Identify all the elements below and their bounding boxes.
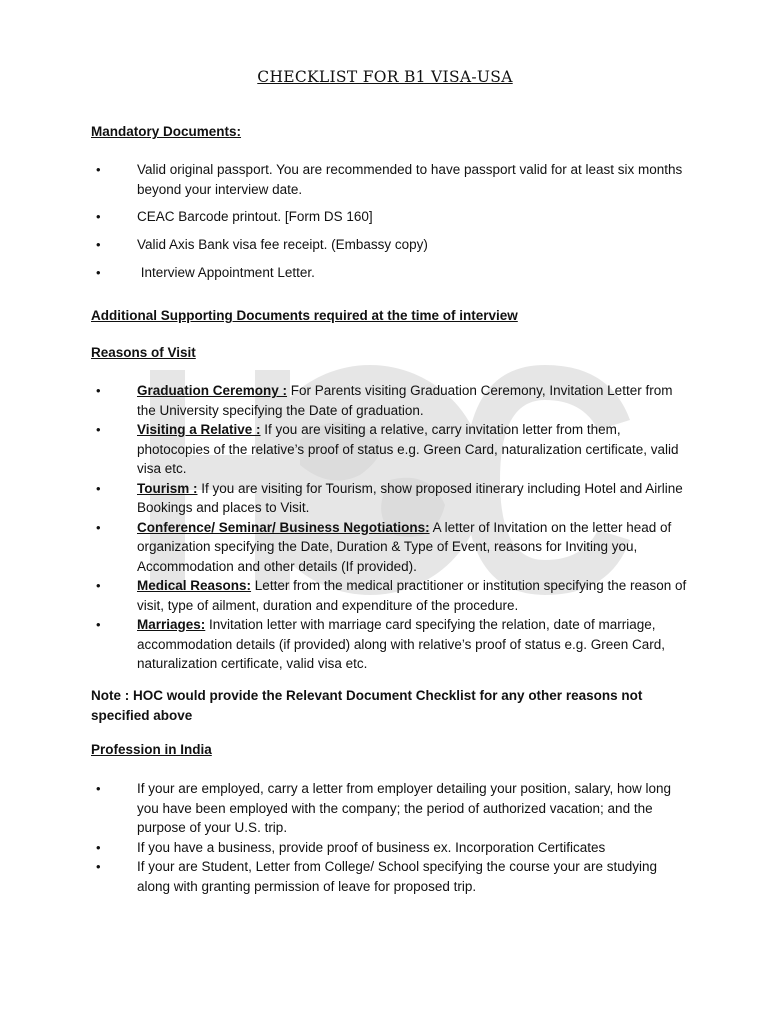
bullet-icon: • [96, 859, 101, 874]
document-title: CHECKLIST FOR B1 VISA-USA [257, 68, 513, 86]
reasons-of-visit-list [91, 381, 691, 674]
bullet-icon: • [96, 209, 101, 225]
bullet-icon: • [96, 519, 101, 535]
reason-label: Marriages: [137, 617, 206, 632]
reason-label: Medical Reasons: [137, 578, 252, 593]
bullet-icon: • [96, 480, 101, 496]
profession-heading: Profession in India [91, 742, 212, 757]
additional-documents-heading: Additional Supporting Documents required at the time of interview [91, 308, 518, 323]
list-item: • Medical Reasons: Letter from the medical practitioner or institution specifying the reason of visit, type of ailment, duration and expenditure of the procedure. [96, 578, 687, 613]
list-item: • If your are Student, Letter from College/ School specifying the course your are studying along with granting permission of leave for proposed trip. [96, 859, 658, 894]
list-item: • Valid Axis Bank visa fee receipt. (Embassy copy) [91, 235, 691, 255]
reason-label: Graduation Ceremony : [137, 383, 288, 398]
bullet-icon: • [96, 617, 101, 632]
note-text: Note : HOC would provide the Relevant Document Checklist for any other reasons not specified above [91, 688, 643, 723]
bullet-icon: • [96, 839, 101, 855]
bullet-icon: • [96, 781, 101, 796]
list-item: • Marriages: Invitation letter with marriage card specifying the relation, date of marriage, accommodation details (if provided) along with relative’s proof of status e.g. Green Card, naturalization certificate, valid visa etc. [96, 617, 666, 671]
list-item: • Tourism : If you are visiting for Tourism, show proposed itinerary including Hotel and Airline Bookings and places to Visit. [96, 480, 683, 515]
list-item: • If your are employed, carry a letter from employer detailing your position, salary, how long you have been employed with the company; the period of authorized vacation; and the purpose of your U.S. trip. [96, 781, 671, 835]
list-item: • If you have a business, provide proof of business ex. Incorporation Certificates [91, 838, 691, 858]
bullet-icon: • [96, 422, 101, 437]
bullet-icon: • [96, 162, 101, 177]
bullet-icon: • [96, 237, 101, 253]
mandatory-documents-heading: Mandatory Documents: [91, 124, 242, 139]
bullet-icon: • [96, 383, 101, 398]
list-item: • Interview Appointment Letter. [91, 263, 691, 283]
list-item: • Conference/ Seminar/ Business Negotiations: A letter of Invitation on the letter head of organization specifying the Date, Duration & Type of Event, reasons for Inviting you, Accommodation and other details (If provided). [96, 519, 672, 574]
reasons-of-visit-heading: Reasons of Visit [91, 345, 196, 360]
bullet-icon: • [96, 264, 101, 280]
mandatory-documents-list [91, 160, 691, 291]
list-item: • Graduation Ceremony : For Parents visiting Graduation Ceremony, Invitation Letter from the University specifying the Date of graduation. [96, 383, 673, 418]
bullet-icon: • [96, 578, 101, 593]
reason-label: Tourism : [137, 480, 198, 496]
list-item: • Valid original passport. You are recommended to have passport valid for at least six months beyond your interview date. [96, 162, 683, 197]
list-item: • Visiting a Relative : If you are visiting a relative, carry invitation letter from them, photocopies of the relative’s proof of status e.g. Green Card, naturalization certificate, valid visa etc. [96, 422, 679, 476]
profession-list [91, 779, 691, 896]
reason-label: Visiting a Relative : [137, 422, 261, 437]
reason-label: Conference/ Seminar/ Business Negotiations: [137, 519, 430, 535]
list-item: • CEAC Barcode printout. [Form DS 160] [91, 207, 691, 227]
